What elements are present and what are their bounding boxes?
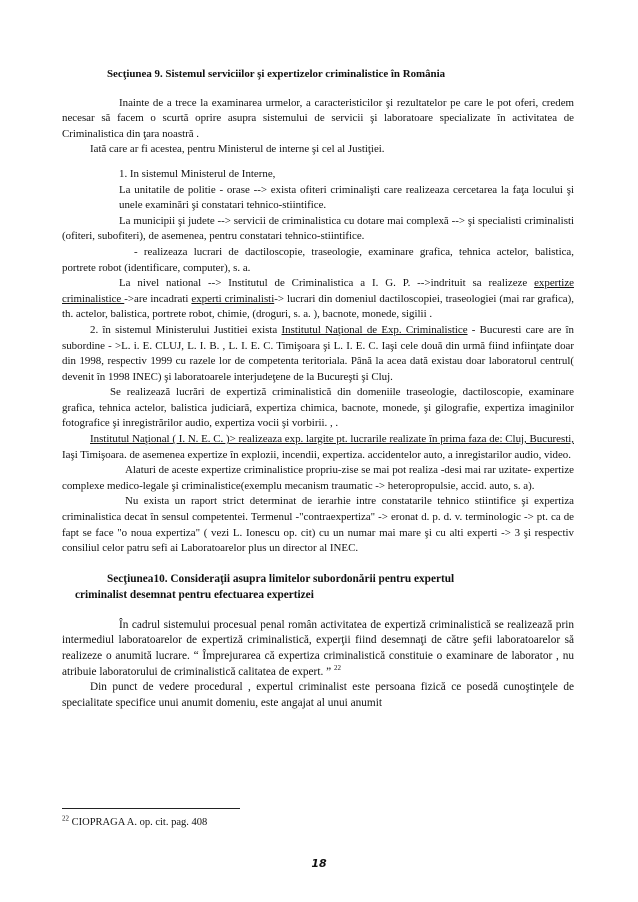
footnote-reference[interactable]: 22 [333,663,341,672]
footnote-text: CIOPRAGA A. op. cit. pag. 408 [69,817,208,828]
paragraph: Inainte de a trece la examinarea urmelor, a caracteristicilor şi rezultatelor pe care le pot oferi, credem necesar să facem o scurtă oprire asupra sistemului de servicii şi laboratoare specializate în activitatea de Criminalistica din ţara noastră . [62,96,574,140]
paragraph: Iată care ar fi acestea, pentru Ministerul de interne şi cel al Justiţiei. [90,143,385,156]
paragraph [62,432,574,463]
text-run: ->are incadrati [124,292,192,305]
paragraph: - realizeaza lucrari de dactiloscopie, traseologie, examinare grafica, tehnica actelor, balistica, portrete robot (identificare, computer), s. a. [62,245,574,274]
paragraph: Alaturi de aceste expertize criminalistice propriu-zise se mai pot realiza -desi mai rar uzitate- expertize complexe medico-legale şi criminalistice(exemplu mecanism traumatic -> heteropropulsie, accid. auto, s. a). [62,464,574,492]
section-10-heading [62,571,574,604]
paragraph: La municipii şi judete --> servicii de criminalistica cu dotare mai complexă --> şi specialisti criminalisti (ofiteri, subofiteri), de asemenea, pentru constatari tehnico-stiintifice. [62,214,574,243]
heading-line: Secţiunea10. Consideraţii asupra limitelor subordonării pentru expertul [107,572,455,585]
underlined-text: expertize criminalistice [62,277,574,305]
footnote [62,815,207,831]
page-number: 18 [311,857,327,870]
underlined-text: Institutul Naţional de Exp. Criminalistice [281,323,468,336]
list-item-heading: 1. In sistemul Ministerul de Interne, [119,167,276,180]
underlined-text: Institutul Naţional ( I. N. E. C. )> realizeaza exp. largite pt. lucrarile realizate în prima faza de: Cluj, Bucuresti, [90,433,574,446]
text-run: Iaşi Timişoara. de asemenea expertize în explozii, incendii, expertiza. accidentelor auto, a inregistarilor audio, video. [62,448,571,461]
paragraph [62,618,574,680]
text-run: La nivel national --> Institutul de Criminalistica a I. G. P. -->indrituit sa realizeze [119,277,535,290]
footnote-mark: 22 [62,814,69,823]
paragraph [62,323,574,385]
paragraph: Nu exista un raport strict determinat de ierarhie intre constatarile tehnico stiintifice şi expertiza criminalistica decat în sensul competentei. Termenul -"contraexpertiza" -> eronat d. p. d. v. terminologic -> pt. ca de fapt se face "o noua expertiza" ( vezi L. Ionescu op. cit) cu un numar mai mare şi cu alti experti -> 3 şi respectiv consiliul celor patru sefi ai Laboratoarelor plus un director al INEC. [62,495,574,555]
heading-line: criminalist desemnat pentru efectuarea expertizei [75,589,314,602]
text-run: -> lucrari din domeniul dactiloscopiei, traseologiei (mai rar grafica), th. actelor, balistica, portrete robot, chimie, (droguri, s. a. ), bacnote, monede, sigilii . [62,292,574,321]
section-9-heading: Secţiunea 9. Sistemul serviciilor şi expertizelor criminalistice în România [107,68,446,80]
paragraph [62,276,574,323]
text-run: 2. în sistemul Ministerului Justitiei exista [90,323,282,336]
paragraph: Din punct de vedere procedural , expertul criminalist este persoana fizică ce posedă cunoştinţele de specialitate specifice unui anumit domeniu, este angajat al unui anumit [62,681,574,709]
footnote-separator [62,808,240,809]
paragraph: La unitatile de politie - orase --> exista ofiteri criminalişti care realizeaza cercetarea la faţa locului şi unele examinări şi constatari tehnico-stiintifice. [119,183,574,212]
list-item [62,167,574,214]
page-body [62,67,574,711]
underlined-text: experti criminalisti [191,292,275,305]
text-run: - Bucuresti care are în subordine - >L. i. E. CLUJ, L. I. B. , L. I. E. C. Timişoara şi L. I. E. C. Iaşi cele două din urmă fiind infiinţate doar din 1998, respectiv 1999 cu razele lor de competenta teritoriala. Până la acea dată existau doar laboratorul centrul( devenit în 1998 INEC) şi laboratoarele interjudeţene de la Bucureşti şi Cluj. [62,323,574,383]
text-run: În cadrul sistemului procesual penal român activitatea de expertiză criminalistică se realizează prin intermediul laboratoarelor de expertiză criminalistică, experţii fiind desemnaţi de către şefii laboratoarelor să realizeze o anumită lucrare. “ Împrejurarea că expertiza criminalistică constituie o examinare de laborator , nu atribuie laboratorului de criminalistică calitatea de expert. ” [62,618,574,678]
paragraph: Se realizează lucrări de expertiză criminalistică din domeniile traseologie, dactiloscopie, examinare grafica, tehnica actelor, balistica judiciară, expertiza chimica, bacnote, monede, şi gilografie, expertiza imaginilor fotografice şi inregistrărilor audio, expertiza vocii şi vorbirii. , . [62,386,574,430]
